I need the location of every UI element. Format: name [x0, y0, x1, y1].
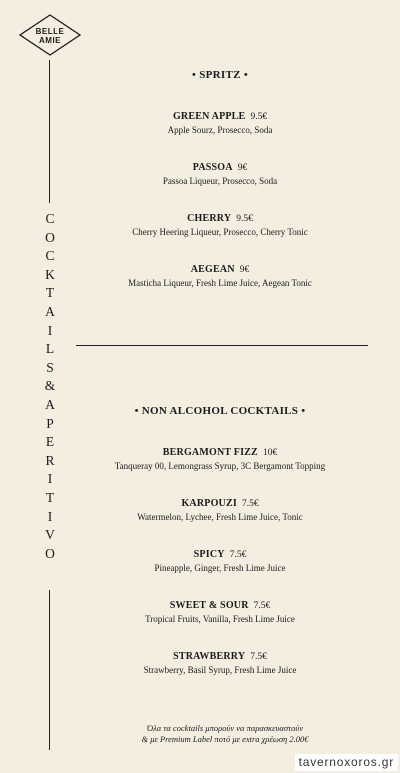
item-price: 9.5€ [250, 112, 268, 122]
footnote-line: Όλα τα cocktails μπορούν να παρασκευαστούν [146, 723, 304, 733]
menu-item [95, 498, 345, 523]
item-price: 7.5€ [229, 550, 247, 560]
item-price: 7.5€ [253, 601, 271, 611]
side-title-letter: P [46, 415, 54, 431]
item-name: AEGEAN [190, 264, 235, 275]
side-title-letter: C [45, 248, 55, 264]
logo-text-line2: AMIE [39, 36, 61, 45]
side-title-letter: I [47, 322, 53, 338]
belle-amie-logo [19, 14, 81, 56]
item-description: Watermelon, Lychee, Fresh Lime Juice, Tonic [137, 512, 303, 522]
section-divider [76, 345, 368, 346]
side-title-letter: A [45, 303, 55, 319]
item-description: Masticha Liqueur, Fresh Lime Juice, Aegean Tonic [128, 278, 312, 288]
premium-label-footnote [85, 723, 365, 745]
side-title-letter: I [47, 471, 53, 487]
item-description: Pineapple, Ginger, Fresh Lime Juice [154, 563, 286, 573]
side-title-letter: L [45, 341, 55, 357]
menu-item [95, 162, 345, 187]
item-price: 7.5€ [250, 652, 267, 662]
menu-item [95, 213, 345, 238]
item-description: Strawberry, Basil Syrup, Fresh Lime Juice [143, 665, 297, 675]
side-title-letter: T [45, 285, 55, 301]
item-name: PASSOA [192, 162, 233, 173]
footnote-line: & με Premium Label ποτό με extra χρέωση 2.00€ [141, 734, 309, 744]
menu-item [95, 549, 345, 574]
side-title-letter: C [45, 211, 55, 226]
item-name: KARPOUZI [181, 498, 237, 509]
menu-item [95, 264, 345, 289]
side-rule-top [49, 60, 50, 203]
item-price: 9.5€ [236, 214, 253, 224]
item-name: SPICY [193, 549, 225, 560]
menu-item [95, 447, 345, 472]
side-title-letter: O [45, 545, 55, 561]
side-title-cocktails-aperitivo [38, 210, 62, 563]
side-title-letter: R [45, 452, 55, 468]
menu-item [95, 111, 345, 136]
item-description: Tanqueray 00, Lemongrass Syrup, 3C Bergamont Topping [114, 461, 326, 471]
item-price: 7.5€ [241, 499, 259, 509]
side-title-letter: E [45, 434, 55, 450]
item-name: STRAWBERRY [173, 651, 246, 662]
side-title-letter: K [45, 266, 55, 282]
side-title-letter: & [44, 378, 56, 394]
section-title-spritz: • SPRITZ • [192, 69, 248, 81]
item-name: CHERRY [187, 213, 232, 224]
item-name: GREEN APPLE [172, 111, 246, 122]
item-price: 10€ [262, 448, 278, 458]
item-description: Apple Sourz, Prosecco, Soda [167, 125, 273, 135]
menu-item [95, 600, 345, 625]
side-title-letter: V [45, 527, 55, 543]
side-title-letter: A [45, 396, 55, 412]
site-watermark: tavernoxoros.gr [295, 754, 398, 771]
item-description: Cherry Heering Liqueur, Prosecco, Cherry Tonic [132, 227, 308, 237]
item-description: Tropical Fruits, Vanilla, Fresh Lime Juice [145, 614, 295, 624]
logo-text-line1: BELLE [35, 27, 65, 36]
side-title-letter: O [45, 229, 55, 245]
side-rule-bottom [49, 590, 50, 750]
side-title-letter: S [46, 359, 54, 375]
side-title-letter: I [47, 508, 53, 524]
menu-item [95, 651, 345, 676]
item-description: Passoa Liqueur, Prosecco, Soda [162, 176, 278, 186]
item-name: BERGAMONT FIZZ [162, 447, 258, 458]
item-name: SWEET & SOUR [169, 600, 249, 611]
side-title-letter: T [45, 489, 55, 505]
section-title-non-alcohol: • NON ALCOHOL COCKTAILS • [134, 405, 306, 417]
item-price: 9€ [239, 265, 250, 275]
item-price: 9€ [237, 163, 248, 173]
